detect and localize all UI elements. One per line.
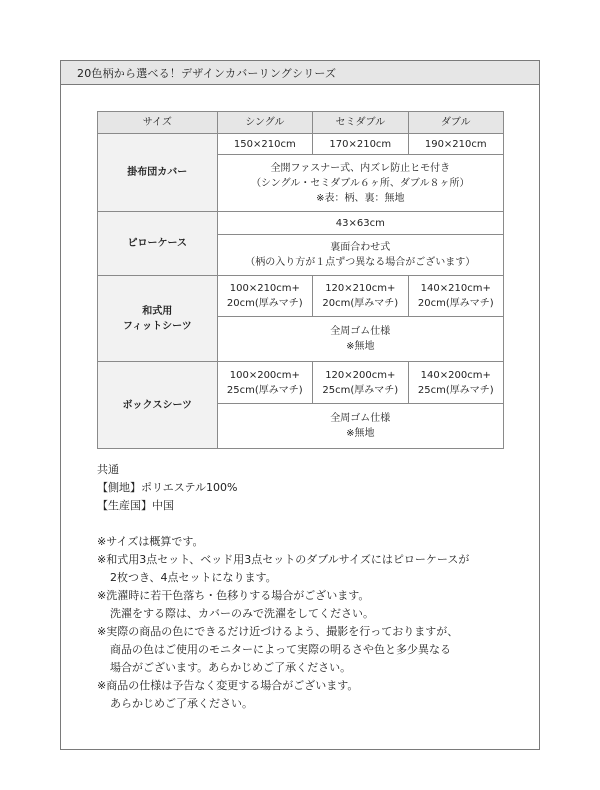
pillow-case-note — [217, 235, 503, 276]
header-double: ダブル — [408, 112, 504, 134]
note-item: ※和式用3点セット、ベッド用3点セットのダブルサイズにはピローケースが — [97, 553, 470, 566]
size-line: 100×210cm+ — [229, 283, 300, 294]
size-line: 100×200cm+ — [229, 369, 300, 381]
box-size-single — [217, 362, 312, 404]
note-item: ※サイズは概算です。 — [97, 535, 204, 548]
box-size-double — [408, 362, 504, 404]
common-heading: 共通 — [97, 463, 119, 476]
origin-info: 【生産国】中国 — [97, 499, 174, 512]
note-line: 全周ゴム仕様 — [330, 326, 391, 337]
note-line: 裏面合わせ式 — [330, 242, 391, 253]
fitted-size-double — [408, 276, 504, 317]
size-line: 120×200cm+ — [325, 369, 396, 381]
size-line: 25cm(厚みマチ) — [226, 384, 303, 396]
size-line: 25cm(厚みマチ) — [417, 384, 494, 396]
box-size-semidouble — [313, 362, 408, 404]
pillow-case-label: ピローケース — [98, 212, 218, 276]
table-row — [98, 276, 504, 317]
pillow-size: 43×63cm — [217, 212, 503, 235]
note-item: ※洗濯時に若干色落ち・色移りする場合がございます。 — [97, 589, 370, 602]
title-bar — [61, 61, 539, 85]
box-sheet-label: ボックスシーツ — [98, 362, 218, 449]
size-line: 20cm(厚みマチ) — [226, 298, 303, 309]
note-item: あらかじめご了承ください。 — [110, 697, 253, 710]
fitted-label-line: 和式用 — [142, 305, 173, 317]
futon-size-semidouble: 170×210cm — [313, 134, 408, 155]
spec-notes — [97, 461, 469, 713]
futon-size-single: 150×210cm — [217, 134, 312, 155]
header-single: シングル — [217, 112, 312, 134]
table-row — [98, 362, 504, 404]
size-line: 20cm(厚みマチ) — [322, 298, 399, 309]
spacer — [97, 515, 469, 533]
note-item: ※実際の商品の色にできるだけ近づけるよう、撮影を行っておりますが、 — [97, 625, 459, 638]
note-item: 洗濯をする際は、カバーのみで洗濯をしてください。 — [110, 607, 374, 620]
table-row — [98, 134, 504, 155]
size-line: 140×200cm+ — [420, 369, 491, 381]
fitted-sheet-note — [217, 317, 503, 362]
size-line: 140×210cm+ — [420, 283, 491, 294]
panel-title: 20色柄から選べる！デザインカバーリングシリーズ — [77, 67, 337, 80]
fitted-sheet-label — [98, 276, 218, 362]
note-item: 商品の色はご使用のモニターによって実際の明るさや色と多少異なる — [110, 643, 451, 656]
futon-size-double: 190×210cm — [408, 134, 504, 155]
size-line: 25cm(厚みマチ) — [322, 384, 399, 396]
note-line: ※表：柄、裏：無地 — [316, 192, 405, 204]
box-sheet-note — [217, 404, 503, 449]
header-semidouble: セミダブル — [313, 112, 408, 134]
note-item: ※商品の仕様は予告なく変更する場合がございます。 — [97, 679, 359, 692]
note-item: 場合がございます。あらかじめご了承ください。 — [110, 661, 352, 674]
size-line: 20cm(厚みマチ) — [417, 298, 494, 309]
note-line: 全開ファスナー式、内ズレ防止ヒモ付き — [270, 162, 451, 174]
size-spec-table — [97, 111, 504, 449]
table-header-row — [98, 112, 504, 134]
fitted-label-line: フィットシーツ — [122, 320, 192, 332]
table-row — [98, 212, 504, 235]
note-line: 全周ゴム仕様 — [330, 413, 391, 424]
note-line: ※無地 — [346, 341, 375, 352]
note-line: ※無地 — [346, 428, 375, 439]
note-item: 2枚つき、4点セットになります。 — [110, 571, 277, 584]
size-line: 120×210cm+ — [325, 283, 396, 294]
fabric-info: 【側地】ポリエステル100% — [97, 481, 238, 494]
note-line: （シングル・セミダブル６ヶ所、ダブル８ヶ所） — [251, 177, 470, 189]
note-line: （柄の入り方が１点ずつ異なる場合がございます） — [245, 257, 476, 268]
fitted-size-single — [217, 276, 312, 317]
futon-cover-label: 掛布団カバー — [98, 134, 218, 212]
futon-cover-note — [217, 155, 503, 212]
header-size: サイズ — [98, 112, 218, 134]
fitted-size-semidouble — [313, 276, 408, 317]
